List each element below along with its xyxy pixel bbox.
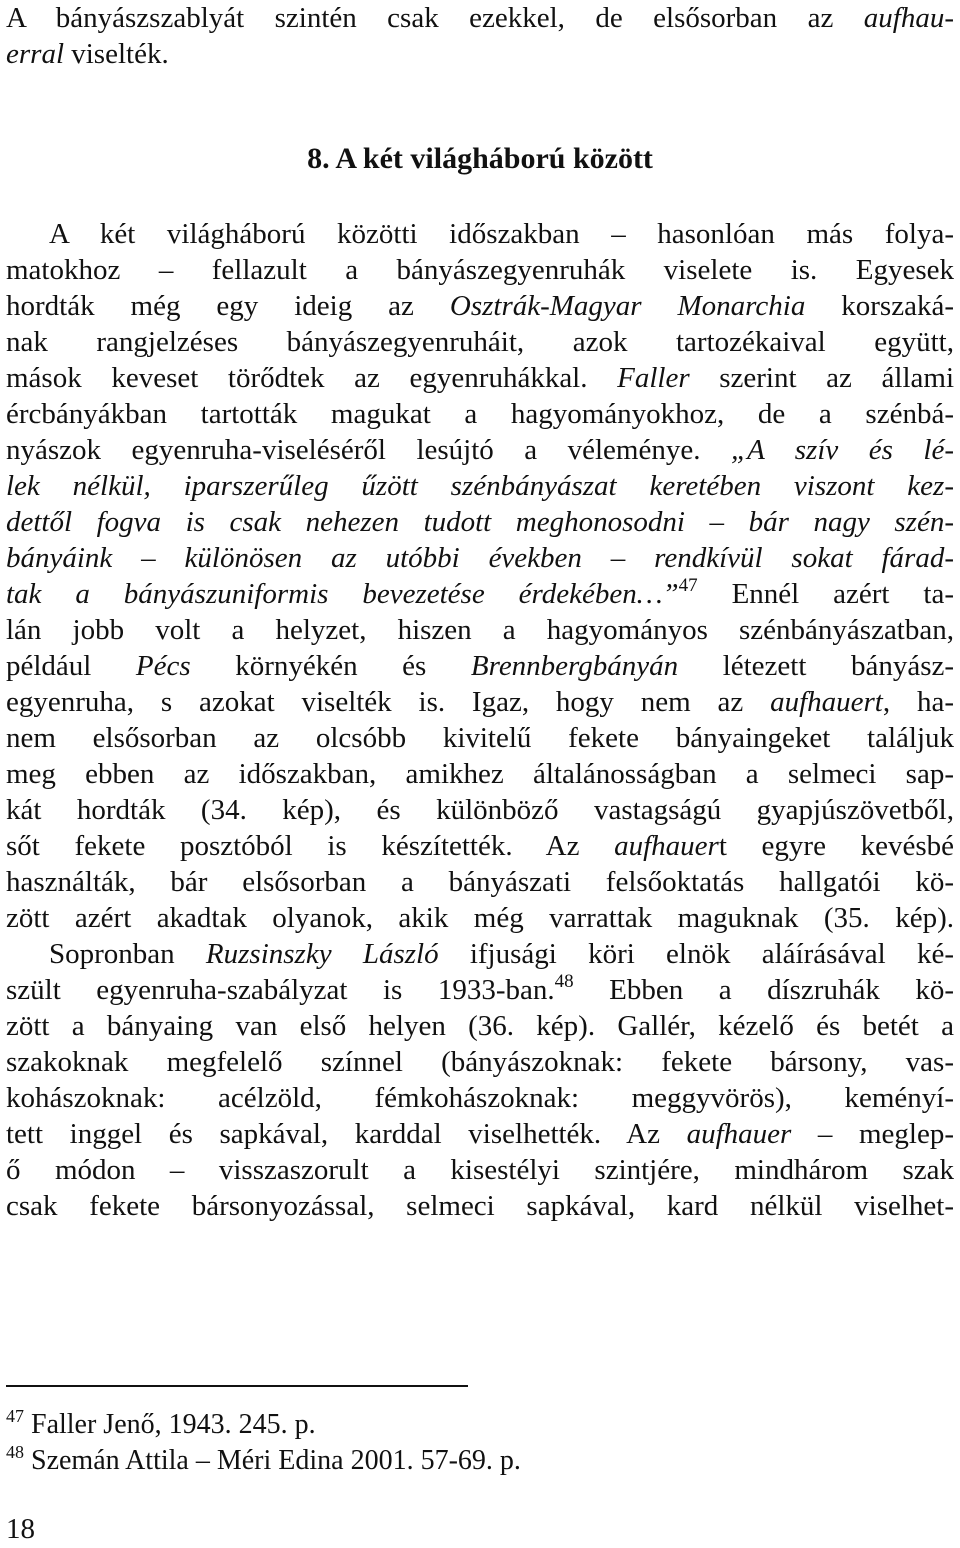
body-line: mások keveset törődtek az egyenruhákkal. Faller szerint az állami: [6, 362, 955, 394]
italic-text: aufhau-: [863, 2, 954, 34]
body-line: hordták még egy ideig az Osztrák-Magyar Monarchia korszaká-: [6, 290, 954, 322]
footnote-number: 48: [6, 1442, 24, 1462]
footnote-reference: 47: [678, 575, 698, 596]
body-line: nak rangjelzéses bányászegyenruháit, azok tartozékaival együtt,: [6, 326, 954, 358]
body-line: erral viselték.: [6, 38, 169, 70]
italic-text: erral: [6, 38, 64, 70]
italic-text: Brennbergbányán: [470, 650, 679, 682]
body-line: kohászoknak: acélzöld, fémkohászoknak: meggyvörös), keményí-: [6, 1082, 954, 1114]
body-line: sőt fekete posztóból is készítették. Az aufhauert egyre kevésbé: [6, 830, 954, 862]
body-line: [6, 504, 954, 540]
body-line: meg ebben az időszakban, amikhez általánosságban a selmeci sap-: [6, 758, 954, 790]
italic-text: lek nélkül, iparszerűleg űzött szénbányászat keretében viszont kez-: [6, 470, 954, 502]
body-line: [6, 468, 954, 504]
footnote-separator: [6, 1385, 468, 1387]
body-line: szült egyenruha-szabályzat is 1933-ban.$^{48}$ Ebben a díszruhák kö-: [6, 971, 954, 1006]
body-line: csak fekete bársonyozással, selmeci sapkával, kard nélkül viselhet-: [6, 1190, 954, 1222]
footnote-47: [6, 1408, 316, 1442]
footnote-number: 47: [6, 1406, 24, 1426]
body-line: lán jobb volt a helyzet, hiszen a hagyományos szénbányászatban,: [6, 614, 954, 646]
italic-text: bányáink – különösen az utóbbi években – rendkívül sokat fárad-: [6, 542, 954, 574]
body-line: tett inggel és sapkával, karddal viselhették. Az aufhauer – meglep-: [6, 1118, 954, 1150]
italic-text: „A szív és lé-: [730, 434, 954, 466]
footnote-reference: 48: [554, 971, 574, 992]
italic-text: Osztrák-Magyar Monarchia: [449, 290, 806, 322]
italic-text: aufhauer: [686, 1118, 792, 1150]
body-line: ércbányákban tartották magukat a hagyományokhoz, de a szénbá-: [6, 398, 954, 430]
body-line: tak a bányászuniformis bevezetése érdekében…”$^{47}$ Ennél azért ta-: [6, 575, 954, 610]
body-line: [6, 540, 954, 576]
body-line: egyenruha, s azokat viselték is. Igaz, hogy nem az aufhauert, ha-: [6, 686, 954, 718]
body-line: használták, bár elsősorban a bányászati felsőoktatás hallgatói kö-: [6, 866, 954, 898]
body-line: nem elsősorban az olcsóbb kivitelű fekete bányaingeket találjuk: [6, 722, 954, 754]
italic-text: tak a bányászuniformis bevezetése érdekében…”: [6, 578, 679, 610]
italic-text: Faller: [617, 362, 690, 394]
body-line: például Pécs környékén és Brennbergbányán létezett bányász-: [6, 650, 955, 682]
page-number: 18: [6, 1513, 35, 1545]
body-line: kát hordták (34. kép), és különböző vastagságú gyapjúszövetből,: [6, 794, 954, 826]
italic-text: aufhauert: [770, 686, 883, 718]
body-line: szakoknak megfelelő színnel (bányászoknak: fekete bársony, vas-: [6, 1046, 954, 1078]
footnote-text: Szemán Attila – Méri Edina 2001. 57-69. p.: [31, 1445, 521, 1476]
italic-text: aufhauer: [614, 830, 719, 862]
footnote-48: [6, 1444, 521, 1478]
body-line: Sopronban Ruzsinszky László ifjusági köri elnök aláírásával ké-: [49, 938, 954, 970]
body-line: nyászok egyenruha-viseléséről lesújtó a véleménye. „A szív és lé-: [6, 434, 954, 466]
italic-text: Pécs: [135, 650, 191, 682]
body-line: ő módon – visszaszorult a kisestélyi szintjére, mindhárom szak: [6, 1154, 954, 1186]
section-heading: 8. A két világháború között: [307, 142, 653, 175]
italic-text: dettől fogva is csak nehezen tudott meghonosodni – bár nagy szén-: [6, 506, 954, 538]
body-line: A két világháború közötti időszakban – hasonlóan más folya-: [49, 218, 954, 250]
italic-text: Ruzsinszky László: [205, 938, 439, 970]
body-line: zött azért akadtak olyanok, akik még varrattak maguknak (35. kép).: [6, 902, 954, 934]
body-line: zött a bányaing van első helyen (36. kép). Gallér, kézelő és betét a: [6, 1010, 954, 1042]
body-line: matokhoz – fellazult a bányászegyenruhák viselete is. Egyesek: [6, 254, 954, 286]
body-line: A bányászszablyát szintén csak ezekkel, de elsősorban az aufhau-: [6, 2, 954, 34]
footnote-text: Faller Jenő, 1943. 245. p.: [31, 1409, 316, 1440]
